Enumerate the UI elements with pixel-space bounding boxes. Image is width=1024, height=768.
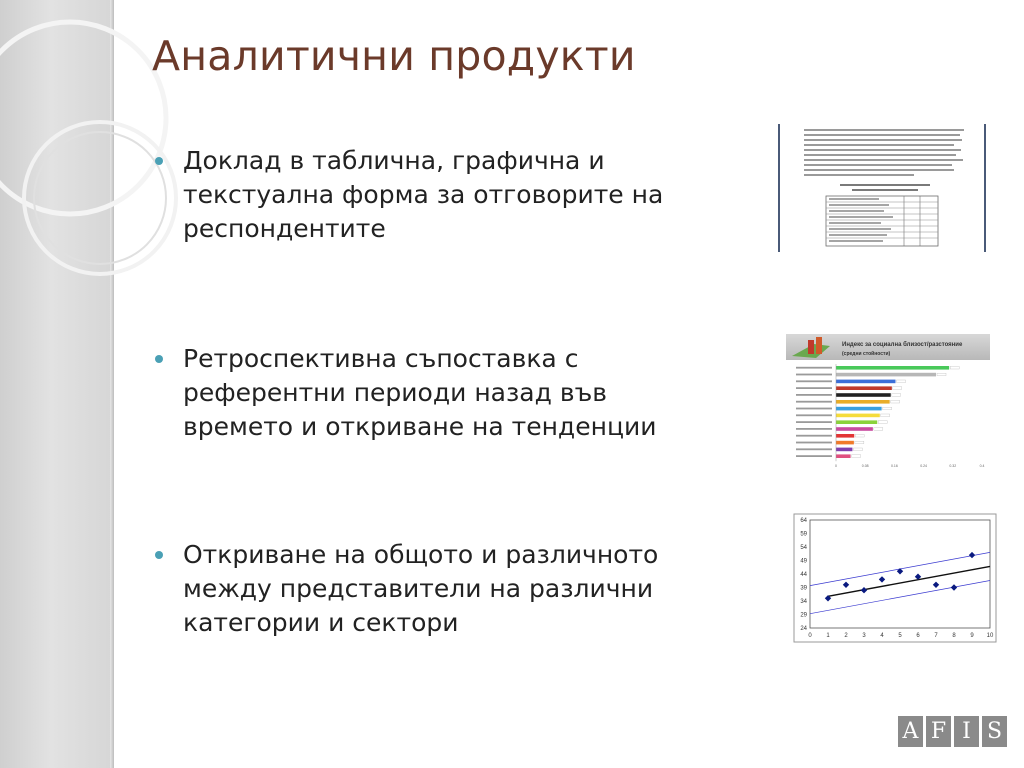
bar-category-label bbox=[796, 374, 832, 376]
bar-mark bbox=[836, 454, 851, 458]
report-document-thumbnail bbox=[778, 124, 986, 252]
bar-category-label bbox=[796, 435, 832, 437]
scatter-x-tick-label: 10 bbox=[986, 633, 994, 639]
bar-data-label bbox=[852, 455, 861, 458]
bar-mark bbox=[836, 400, 890, 404]
bar-x-tick-label: 0.4 bbox=[979, 464, 985, 469]
bar-data-label bbox=[855, 441, 864, 444]
scatter-y-tick-label: 29 bbox=[800, 612, 807, 619]
bar-mark bbox=[836, 380, 895, 384]
scatter-x-tick-label: 1 bbox=[826, 633, 830, 639]
bar-data-label bbox=[855, 434, 864, 437]
bar-data-label bbox=[896, 380, 905, 383]
bullet-item bbox=[155, 538, 755, 640]
scatter-y-tick-label: 59 bbox=[800, 531, 807, 538]
bullet-dot-icon bbox=[155, 355, 163, 363]
bar-data-label bbox=[950, 366, 959, 369]
bar-category-label bbox=[796, 455, 832, 457]
bar-data-label bbox=[892, 394, 901, 397]
scatter-y-tick-label: 54 bbox=[800, 545, 807, 551]
logo-letter: S bbox=[982, 716, 1007, 747]
bar-category-label bbox=[796, 421, 832, 423]
bullet-text: Ретроспективна съпоставка с референтни периоди назад във времето и откриване на тенденции bbox=[183, 344, 657, 441]
bullet-item bbox=[155, 342, 755, 444]
bar-mark bbox=[836, 386, 892, 390]
slide-title: Аналитични продукти bbox=[152, 32, 636, 80]
bullet-item bbox=[155, 144, 755, 246]
bar-chart-svg bbox=[786, 334, 990, 469]
scatter-x-tick-label: 9 bbox=[970, 633, 974, 639]
bar-category-label bbox=[796, 394, 832, 396]
bullet-text: Откриване на общото и различното между представители на различни категории и сектори bbox=[183, 540, 659, 637]
report-page-drawing bbox=[780, 124, 984, 252]
bar-mark bbox=[836, 420, 877, 424]
bar-mark bbox=[836, 373, 936, 377]
bar-mark bbox=[836, 393, 891, 397]
scatter-x-tick-label: 6 bbox=[916, 633, 920, 639]
bar-category-label bbox=[796, 442, 832, 444]
bar-category-label bbox=[796, 401, 832, 403]
bar-data-label bbox=[874, 428, 883, 431]
bar-category-label bbox=[796, 380, 832, 382]
chart-logo-icon bbox=[808, 340, 814, 354]
scatter-y-tick-label: 24 bbox=[800, 626, 807, 632]
logo-letter: F bbox=[926, 716, 951, 747]
scatter-y-tick-label: 34 bbox=[800, 599, 807, 605]
scatter-x-tick-label: 8 bbox=[952, 633, 956, 639]
scatter-y-tick-label: 49 bbox=[800, 558, 807, 565]
bar-mark bbox=[836, 407, 882, 411]
scatter-y-tick-label: 44 bbox=[800, 572, 807, 578]
bar-x-tick-label: 0.08 bbox=[861, 464, 869, 469]
bar-data-label bbox=[878, 421, 887, 424]
bar-data-label bbox=[883, 407, 892, 410]
logo-letter: I bbox=[954, 716, 979, 747]
bullet-dot-icon bbox=[155, 551, 163, 559]
bar-x-tick-label: 0.16 bbox=[890, 464, 898, 469]
scatter-y-tick-label: 39 bbox=[800, 585, 807, 592]
scatter-x-tick-label: 4 bbox=[880, 633, 884, 639]
bar-category-label bbox=[796, 448, 832, 450]
scatter-x-tick-label: 5 bbox=[898, 633, 902, 639]
bar-data-label bbox=[881, 414, 890, 417]
afis-logo bbox=[898, 716, 1007, 747]
bullet-dot-icon bbox=[155, 157, 163, 165]
bar-data-label bbox=[937, 373, 946, 376]
bar-category-label bbox=[796, 387, 832, 389]
bar-category-label bbox=[796, 414, 832, 416]
bar-chart-title-line2: (средни стойности) bbox=[842, 351, 891, 357]
bar-x-tick-label: 0.24 bbox=[920, 464, 928, 469]
scatter-plot-svg bbox=[794, 514, 996, 642]
bar-mark bbox=[836, 441, 854, 445]
social-distance-bar-chart bbox=[786, 334, 990, 469]
bar-mark bbox=[836, 366, 949, 370]
chart-logo-icon bbox=[816, 337, 822, 354]
scatter-x-tick-label: 3 bbox=[862, 633, 866, 639]
bar-x-tick-label: 0.32 bbox=[949, 464, 957, 469]
trend-scatter-plot bbox=[794, 514, 996, 642]
bar-data-label bbox=[893, 387, 902, 390]
scatter-y-tick-label: 64 bbox=[800, 518, 807, 524]
bar-data-label bbox=[853, 448, 862, 451]
bar-x-tick-label: 0 bbox=[835, 464, 837, 469]
bar-category-label bbox=[796, 367, 832, 369]
bar-chart-title-line1: Индекс за социална близост/разстояние bbox=[842, 342, 963, 348]
bar-mark bbox=[836, 427, 873, 431]
bar-data-label bbox=[891, 400, 900, 403]
scatter-x-tick-label: 7 bbox=[934, 633, 938, 639]
bar-category-label bbox=[796, 428, 832, 430]
bar-category-label bbox=[796, 408, 832, 410]
bar-mark bbox=[836, 414, 880, 418]
scatter-x-tick-label: 2 bbox=[844, 633, 848, 639]
bullet-text: Доклад в таблична, графична и текстуална форма за отговорите на респондентите bbox=[183, 146, 664, 243]
bar-mark bbox=[836, 448, 852, 452]
scatter-x-tick-label: 0 bbox=[808, 633, 812, 639]
logo-letter: A bbox=[898, 716, 923, 747]
bar-mark bbox=[836, 434, 854, 438]
